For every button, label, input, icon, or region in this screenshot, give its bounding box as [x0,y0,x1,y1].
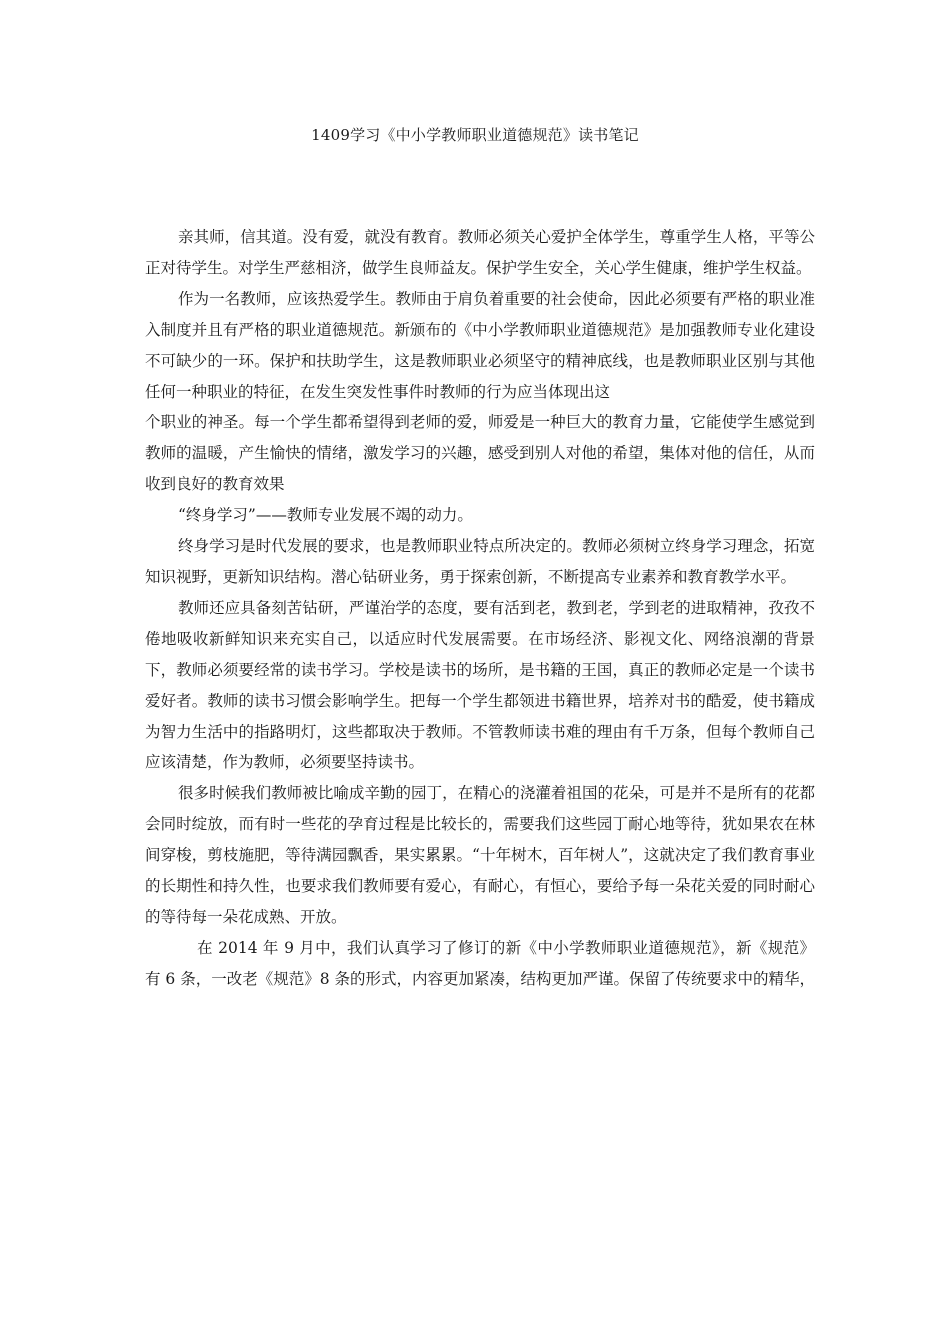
paragraph-7: 很多时候我们教师被比喻成辛勤的园丁，在精心的浇灌着祖国的花朵，可是并不是所有的花都会同时绽放，而有时一些花的孕育过程是比较长的，需要我们这些园丁耐心地等待，犹如果农在林间穿梭，剪枝施肥，等待满园飘香，果实累累。“十年树木，百年树人”，这就决定了我们教育事业的长期性和持久性，也要求我们教师要有爱心，有耐心，有恒心，要给予每一朵花关爱的同时耐心的等待每一朵花成熟、开放。 [145,784,815,926]
paragraph-4: “终身学习”——教师专业发展不竭的动力。 [178,506,473,525]
paragraph-2: 作为一名教师，应该热爱学生。教师由于肩负着重要的社会使命，因此必须要有严格的职业准入制度并且有严格的职业道德规范。新颁布的《中小学教师职业道德规范》是加强教师专业化建设不可缺少的一环。保护和扶助学生，这是教师职业必须坚守的精神底线，也是教师职业区别与其他任何一种职业的特征，在发生突发性事件时教师的行为应当体现出这 [145,289,815,401]
document-title: 1409学习《中小学教师职业道德规范》读书笔记 [311,126,639,144]
paragraph-8: 在 2014 年 9 月中，我们认真学习了修订的新《中小学教师职业道德规范》，新《规范》有 6 条，一改老《规范》8 条的形式，内容更加紧凑，结构更加严谨。保留了传统要求中的精华， [145,938,816,988]
paragraph-1: 亲其师，信其道。没有爱，就没有教育。教师必须关心爱护全体学生，尊重学生人格，平等公正对待学生。对学生严慈相济，做学生良师益友。保护学生安全，关心学生健康，维护学生权益。 [145,228,815,277]
paragraph-3: 个职业的神圣。每一个学生都希望得到老师的爱，师爱是一种巨大的教育力量，它能使学生感觉到教师的温暖，产生愉快的情绪，激发学习的兴趣，感受到别人对他的希望，集体对他的信任，从而收到良好的教育效果 [145,413,815,494]
paragraph-5: 终身学习是时代发展的要求，也是教师职业特点所决定的。教师必须树立终身学习理念，拓宽知识视野，更新知识结构。潜心钻研业务，勇于探索创新，不断提高专业素养和教育教学水平。 [145,537,815,586]
document-body [145,222,815,995]
paragraph-6: 教师还应具备刻苦钻研，严谨治学的态度，要有活到老，教到老，学到老的进取精神，孜孜不倦地吸收新鲜知识来充实自己，以适应时代发展需要。在市场经济、影视文化、网络浪潮的背景下，教师必须要经常的读书学习。学校是读书的场所，是书籍的王国，真正的教师必定是一个读书爱好者。教师的读书习惯会影响学生。把每一个学生都领进书籍世界，培养对书的酷爱，使书籍成为智力生活中的指路明灯，这些都取决于教师。不管教师读书难的理由有千万条，但每个教师自己应该清楚，作为教师，必须要坚持读书。 [145,598,815,772]
